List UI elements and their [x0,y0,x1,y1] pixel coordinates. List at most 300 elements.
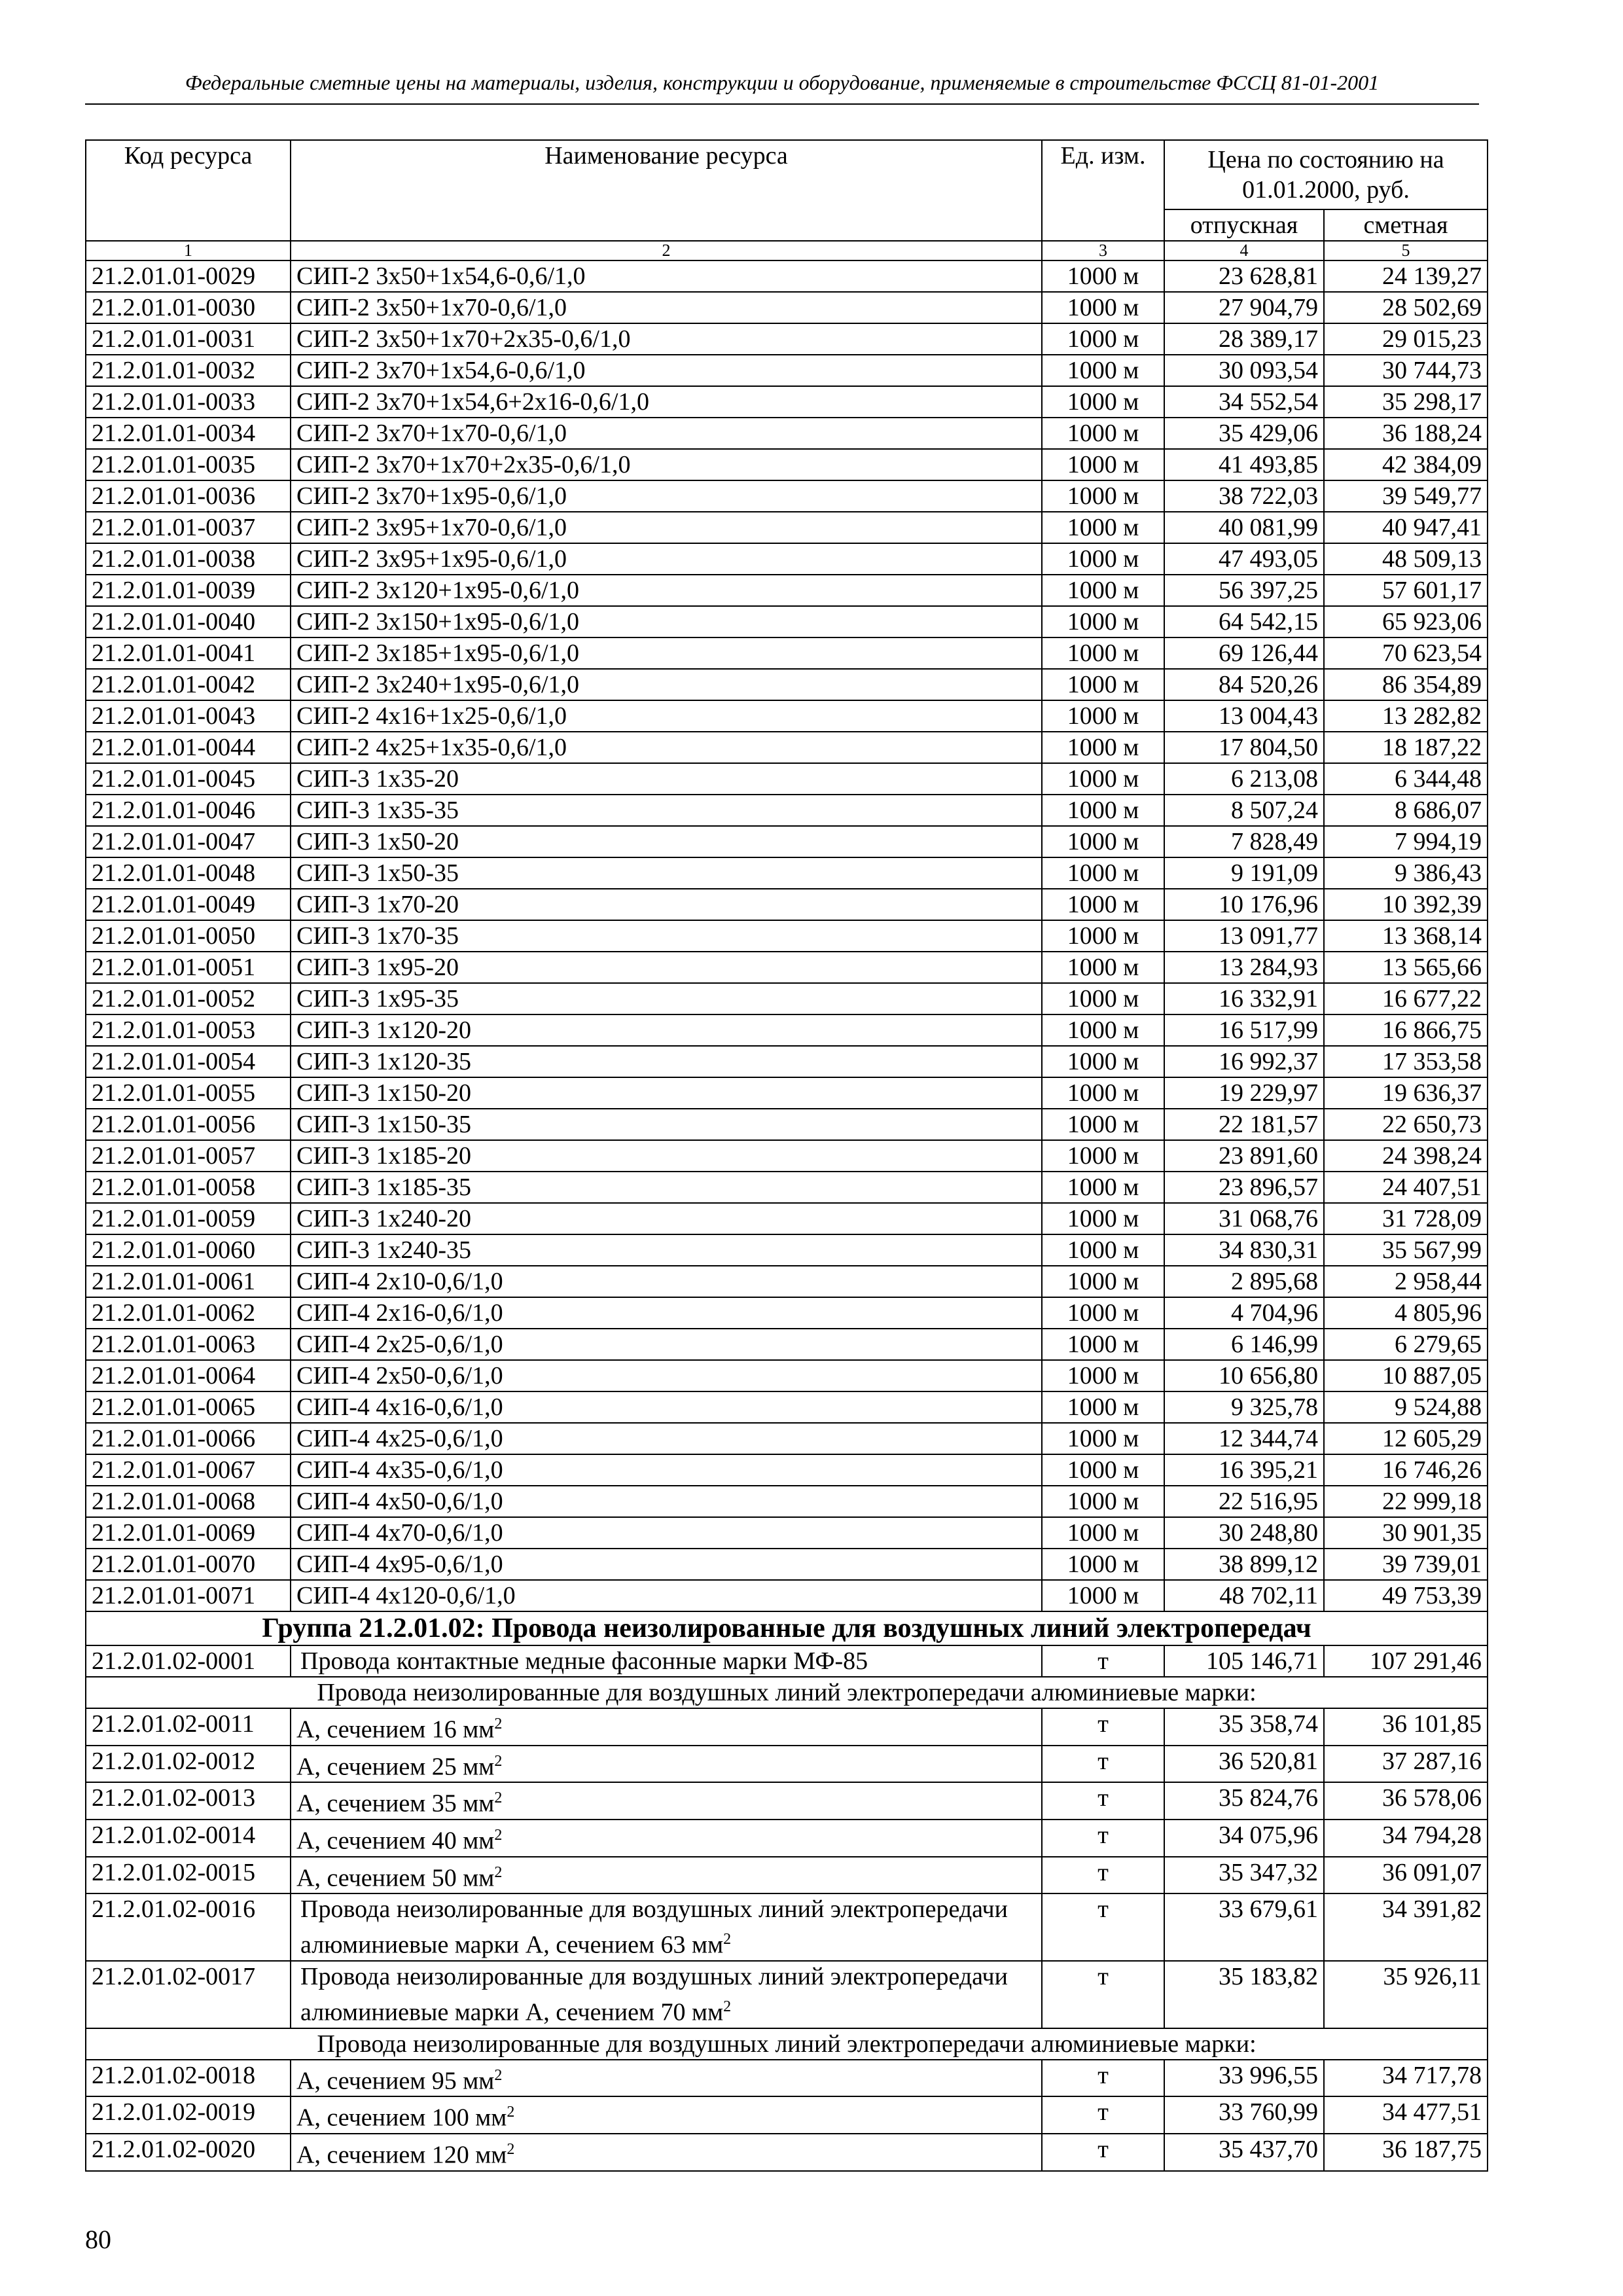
subheading: Провода неизолированные для воздушных линий электропередачи алюминиевые марки: [86,2028,1488,2060]
cell-release: 13 004,43 [1164,700,1324,732]
cell-name: СИП-2 3х95+1х70-0,6/1,0 [291,512,1042,543]
cell-release: 23 891,60 [1164,1140,1324,1172]
table-row [86,2060,1488,2097]
cell-name: СИП-4 2х50-0,6/1,0 [291,1360,1042,1391]
cell-release: 4 704,96 [1164,1297,1324,1329]
table-row [86,732,1488,763]
cell-estimate: 6 344,48 [1324,763,1488,795]
cell-release: 35 347,32 [1164,1857,1324,1894]
table-row [86,637,1488,669]
cell-unit: 1000 м [1042,449,1164,480]
cell-code: 21.2.01.01-0059 [86,1203,291,1234]
cell-estimate: 7 994,19 [1324,826,1488,857]
cell-name: А, сечением 40 $мм^2$ [291,1820,1042,1857]
table-row [86,1360,1488,1391]
cell-code: 21.2.01.01-0040 [86,606,291,637]
cell-unit: 1000 м [1042,920,1164,952]
cell-name: СИП-3 1х185-35 [291,1172,1042,1203]
cell-unit: 1000 м [1042,543,1164,575]
superscript-2: 2 [494,2066,503,2084]
cell-estimate: 34 391,82 [1324,1893,1488,1961]
cell-release: 38 722,03 [1164,480,1324,512]
cell-code: 21.2.01.01-0064 [86,1360,291,1391]
cell-estimate: 36 091,07 [1324,1857,1488,1894]
cell-unit: 1000 м [1042,1360,1164,1391]
cell-estimate: 35 926,11 [1324,1961,1488,2028]
table-body-sip [86,260,1488,1611]
cell-estimate: 10 887,05 [1324,1360,1488,1391]
cell-estimate: 24 407,51 [1324,1172,1488,1203]
table-row [86,669,1488,700]
cell-unit: 1000 м [1042,1391,1164,1423]
group-row [86,1611,1488,1645]
cell-release: 33 679,61 [1164,1893,1324,1961]
cell-name: СИП-2 3х70+1х54,6-0,6/1,0 [291,355,1042,386]
cell-code: 21.2.01.01-0039 [86,575,291,606]
table-row [86,857,1488,889]
cell-code: 21.2.01.01-0032 [86,355,291,386]
cell-name: СИП-4 2х16-0,6/1,0 [291,1297,1042,1329]
cell-name: СИП-2 4х16+1х25-0,6/1,0 [291,700,1042,732]
cell-unit: 1000 м [1042,1329,1164,1360]
cell-code: 21.2.01.02-0011 [86,1708,291,1746]
table-row [86,889,1488,920]
cell-release: 6 213,08 [1164,763,1324,795]
cell-name: СИП-2 3х70+1х54,6+2х16-0,6/1,0 [291,386,1042,418]
cell-unit: 1000 м [1042,983,1164,1014]
cell-estimate: 34 717,78 [1324,2060,1488,2097]
cell-estimate: 22 650,73 [1324,1109,1488,1140]
cell-unit: 1000 м [1042,575,1164,606]
cell-code: 21.2.01.01-0045 [86,763,291,795]
col-num: 2 [291,241,1042,260]
cell-name: СИП-2 3х70+1х70-0,6/1,0 [291,418,1042,449]
cell-code: 21.2.01.01-0055 [86,1077,291,1109]
cell-estimate: 6 279,65 [1324,1329,1488,1360]
cell-unit: 1000 м [1042,386,1164,418]
table-row [86,1782,1488,1820]
table-row [86,1517,1488,1549]
cell-estimate: 30 744,73 [1324,355,1488,386]
table-body-al-long [86,1893,1488,2028]
cell-code: 21.2.01.01-0052 [86,983,291,1014]
cell-name: Провода неизолированные для воздушных линий электропередачи алюминиевые марки А, сечением 70 $мм^2$ [291,1961,1042,2028]
cell-name: СИП-4 4х35-0,6/1,0 [291,1454,1042,1486]
cell-release: 8 507,24 [1164,795,1324,826]
cell-unit: 1000 м [1042,1046,1164,1077]
subheading-row [86,1677,1488,1708]
table-row [86,386,1488,418]
cell-release: 7 828,49 [1164,826,1324,857]
col-header-estimate: сметная [1324,209,1488,241]
cell-release: 48 702,11 [1164,1580,1324,1611]
cell-unit: 1000 м [1042,1203,1164,1234]
cell-unit: 1000 м [1042,732,1164,763]
cell-name: СИП-4 4х50-0,6/1,0 [291,1486,1042,1517]
cell-estimate: 65 923,06 [1324,606,1488,637]
cell-name: СИП-3 1х35-20 [291,763,1042,795]
table-row [86,920,1488,952]
cell-estimate: 42 384,09 [1324,449,1488,480]
cell-code: 21.2.01.01-0070 [86,1549,291,1580]
cell-estimate: 17 353,58 [1324,1046,1488,1077]
cell-estimate: 39 549,77 [1324,480,1488,512]
subheading-row [86,2028,1488,2060]
cell-name: СИП-2 4х25+1х35-0,6/1,0 [291,732,1042,763]
cell-estimate: 4 805,96 [1324,1297,1488,1329]
table-row [86,2134,1488,2171]
cell-release: 10 656,80 [1164,1360,1324,1391]
cell-estimate: 107 291,46 [1324,1645,1488,1677]
cell-unit: 1000 м [1042,1297,1164,1329]
cell-name: СИП-2 3х150+1х95-0,6/1,0 [291,606,1042,637]
cell-unit: т [1042,1746,1164,1783]
cell-name: СИП-2 3х240+1х95-0,6/1,0 [291,669,1042,700]
cell-code: 21.2.01.01-0042 [86,669,291,700]
cell-code: 21.2.01.01-0062 [86,1297,291,1329]
cell-estimate: 22 999,18 [1324,1486,1488,1517]
superscript-2: 2 [494,1789,503,1807]
cell-code: 21.2.01.01-0046 [86,795,291,826]
cell-code: 21.2.01.01-0058 [86,1172,291,1203]
table-row [86,1203,1488,1234]
cell-release: 16 517,99 [1164,1014,1324,1046]
table-row [86,795,1488,826]
cell-estimate: 31 728,09 [1324,1203,1488,1234]
table-row [86,260,1488,292]
cell-release: 34 552,54 [1164,386,1324,418]
cell-estimate: 49 753,39 [1324,1580,1488,1611]
cell-release: 35 437,70 [1164,2134,1324,2171]
cell-code: 21.2.01.01-0063 [86,1329,291,1360]
table-row [86,1329,1488,1360]
cell-code: 21.2.01.01-0061 [86,1266,291,1297]
cell-unit: 1000 м [1042,1486,1164,1517]
cell-estimate: 16 746,26 [1324,1454,1488,1486]
cell-unit: 1000 м [1042,700,1164,732]
table-body-al-2 [86,2060,1488,2171]
cell-name: СИП-3 1х70-35 [291,920,1042,952]
cell-code: 21.2.01.01-0035 [86,449,291,480]
cell-unit: 1000 м [1042,857,1164,889]
cell-release: 28 389,17 [1164,323,1324,355]
cell-code: 21.2.01.01-0048 [86,857,291,889]
cell-code: 21.2.01.01-0029 [86,260,291,292]
cell-release: 10 176,96 [1164,889,1324,920]
cell-unit: 1000 м [1042,1517,1164,1549]
cell-estimate: 39 739,01 [1324,1549,1488,1580]
table-row [86,1708,1488,1746]
cell-estimate: 57 601,17 [1324,575,1488,606]
superscript-2: 2 [494,1752,503,1770]
table-row [86,1234,1488,1266]
cell-name: А, сечением 120 $мм^2$ [291,2134,1042,2171]
cell-estimate: 37 287,16 [1324,1746,1488,1783]
cell-name: А, сечением 95 $мм^2$ [291,2060,1042,2097]
cell-code: 21.2.01.02-0019 [86,2096,291,2134]
cell-release: 2 895,68 [1164,1266,1324,1297]
col-num: 4 [1164,241,1324,260]
cell-name: СИП-2 3х50+1х70-0,6/1,0 [291,292,1042,323]
table-body-group [86,1611,1488,1708]
cell-release: 9 325,78 [1164,1391,1324,1423]
cell-unit: 1000 м [1042,1014,1164,1046]
cell-unit: т [1042,1820,1164,1857]
cell-code: 21.2.01.01-0030 [86,292,291,323]
cell-unit: 1000 м [1042,1109,1164,1140]
cell-code: 21.2.01.01-0065 [86,1391,291,1423]
cell-name: СИП-4 4х120-0,6/1,0 [291,1580,1042,1611]
cell-name: А, сечением 35 $мм^2$ [291,1782,1042,1820]
superscript-2: 2 [507,2104,515,2121]
cell-name: А, сечением 100 $мм^2$ [291,2096,1042,2134]
cell-unit: 1000 м [1042,418,1164,449]
cell-code: 21.2.01.01-0057 [86,1140,291,1172]
cell-name: СИП-4 4х25-0,6/1,0 [291,1423,1042,1454]
page-number: 80 [85,2225,111,2254]
cell-estimate: 35 298,17 [1324,386,1488,418]
table-row [86,449,1488,480]
cell-release: 23 628,81 [1164,260,1324,292]
running-header: Федеральные сметные цены на материалы, изделия, конструкции и оборудование, применяемые в строительстве ФССЦ 81-01-2001 [185,71,1380,94]
cell-release: 69 126,44 [1164,637,1324,669]
cell-name: А, сечением 16 $мм^2$ [291,1708,1042,1746]
cell-name: А, сечением 50 $мм^2$ [291,1857,1042,1894]
cell-name: СИП-2 3х50+1х54,6-0,6/1,0 [291,260,1042,292]
cell-name: СИП-3 1х185-20 [291,1140,1042,1172]
col-header-code: Код ресурса [86,140,291,241]
table-row [86,355,1488,386]
cell-unit: 1000 м [1042,292,1164,323]
cell-release: 33 996,55 [1164,2060,1324,2097]
cell-unit: т [1042,1782,1164,1820]
cell-unit: т [1042,1708,1164,1746]
cell-name: СИП-3 1х120-35 [291,1046,1042,1077]
table-row [86,575,1488,606]
table-row [86,512,1488,543]
cell-unit: 1000 м [1042,1580,1164,1611]
cell-release: 105 146,71 [1164,1645,1324,1677]
cell-estimate: 2 958,44 [1324,1266,1488,1297]
cell-code: 21.2.01.01-0034 [86,418,291,449]
header-rule [85,103,1479,105]
group-title: Группа 21.2.01.02: Провода неизолированные для воздушных линий электропередач [86,1611,1488,1645]
cell-release: 16 992,37 [1164,1046,1324,1077]
cell-release: 30 093,54 [1164,355,1324,386]
cell-name: СИП-2 3х70+1х70+2х35-0,6/1,0 [291,449,1042,480]
cell-code: 21.2.01.01-0056 [86,1109,291,1140]
cell-name: СИП-4 2х10-0,6/1,0 [291,1266,1042,1297]
cell-code: 21.2.01.02-0014 [86,1820,291,1857]
cell-unit: 1000 м [1042,952,1164,983]
cell-estimate: 8 686,07 [1324,795,1488,826]
cell-release: 23 896,57 [1164,1172,1324,1203]
table-row [86,418,1488,449]
cell-estimate: 30 901,35 [1324,1517,1488,1549]
table-row [86,1014,1488,1046]
cell-name: СИП-3 1х70-20 [291,889,1042,920]
cell-estimate: 28 502,69 [1324,292,1488,323]
cell-release: 35 824,76 [1164,1782,1324,1820]
cell-unit: т [1042,1961,1164,2028]
superscript-2: 2 [723,1998,732,2015]
table-row [86,1140,1488,1172]
table-row [86,1046,1488,1077]
cell-code: 21.2.01.01-0037 [86,512,291,543]
cell-name: СИП-2 3х95+1х95-0,6/1,0 [291,543,1042,575]
cell-name: СИП-2 3х120+1х95-0,6/1,0 [291,575,1042,606]
cell-release: 9 191,09 [1164,857,1324,889]
cell-estimate: 36 187,75 [1324,2134,1488,2171]
cell-code: 21.2.01.02-0018 [86,2060,291,2097]
cell-code: 21.2.01.01-0071 [86,1580,291,1611]
table-body-al-1 [86,1708,1488,1893]
cell-unit: 1000 м [1042,795,1164,826]
cell-name: СИП-3 1х95-20 [291,952,1042,983]
superscript-2: 2 [494,1715,503,1732]
cell-release: 33 760,99 [1164,2096,1324,2134]
cell-code: 21.2.01.01-0050 [86,920,291,952]
cell-unit: 1000 м [1042,355,1164,386]
col-num: 3 [1042,241,1164,260]
cell-unit: 1000 м [1042,1454,1164,1486]
cell-unit: т [1042,2134,1164,2171]
table-row [86,700,1488,732]
cell-release: 84 520,26 [1164,669,1324,700]
cell-estimate: 34 794,28 [1324,1820,1488,1857]
cell-name: СИП-2 3х70+1х95-0,6/1,0 [291,480,1042,512]
cell-estimate: 9 386,43 [1324,857,1488,889]
cell-name: СИП-2 3х185+1х95-0,6/1,0 [291,637,1042,669]
cell-estimate: 19 636,37 [1324,1077,1488,1109]
price-table [85,139,1488,2172]
table-row [86,1961,1488,2028]
table-row [86,1893,1488,1961]
superscript-2: 2 [507,2140,515,2158]
col-num: 1 [86,241,291,260]
table-row [86,1109,1488,1140]
cell-code: 21.2.01.01-0044 [86,732,291,763]
cell-name: СИП-3 1х120-20 [291,1014,1042,1046]
cell-release: 47 493,05 [1164,543,1324,575]
cell-code: 21.2.01.01-0053 [86,1014,291,1046]
cell-release: 41 493,85 [1164,449,1324,480]
cell-name: СИП-3 1х95-35 [291,983,1042,1014]
cell-code: 21.2.01.01-0051 [86,952,291,983]
cell-estimate: 9 524,88 [1324,1391,1488,1423]
cell-estimate: 36 578,06 [1324,1782,1488,1820]
cell-unit: 1000 м [1042,763,1164,795]
cell-release: 13 284,93 [1164,952,1324,983]
cell-code: 21.2.01.01-0031 [86,323,291,355]
cell-estimate: 12 605,29 [1324,1423,1488,1454]
cell-release: 30 248,80 [1164,1517,1324,1549]
cell-estimate: 10 392,39 [1324,889,1488,920]
cell-release: 34 075,96 [1164,1820,1324,1857]
cell-code: 21.2.01.02-0016 [86,1893,291,1961]
cell-unit: т [1042,2060,1164,2097]
cell-unit: 1000 м [1042,826,1164,857]
table-body-subhead-2 [86,2028,1488,2060]
cell-code: 21.2.01.01-0036 [86,480,291,512]
cell-release: 64 542,15 [1164,606,1324,637]
cell-unit: 1000 м [1042,606,1164,637]
table-row [86,2096,1488,2134]
cell-unit: 1000 м [1042,480,1164,512]
table-row [86,1391,1488,1423]
cell-code: 21.2.01.01-0068 [86,1486,291,1517]
cell-estimate: 13 368,14 [1324,920,1488,952]
cell-unit: 1000 м [1042,1549,1164,1580]
cell-name: СИП-3 1х240-20 [291,1203,1042,1234]
table-row [86,1645,1488,1677]
cell-unit: 1000 м [1042,1266,1164,1297]
cell-estimate: 18 187,22 [1324,732,1488,763]
cell-name: Провода неизолированные для воздушных линий электропередачи алюминиевые марки А, сечением 63 $мм^2$ [291,1893,1042,1961]
cell-estimate: 35 567,99 [1324,1234,1488,1266]
cell-code: 21.2.01.02-0012 [86,1746,291,1783]
cell-estimate: 40 947,41 [1324,512,1488,543]
cell-unit: т [1042,1645,1164,1677]
cell-release: 6 146,99 [1164,1329,1324,1360]
cell-name: СИП-3 1х240-35 [291,1234,1042,1266]
cell-code: 21.2.01.01-0047 [86,826,291,857]
cell-name: СИП-3 1х150-35 [291,1109,1042,1140]
cell-name: СИП-2 3х50+1х70+2х35-0,6/1,0 [291,323,1042,355]
cell-unit: 1000 м [1042,260,1164,292]
cell-code: 21.2.01.01-0060 [86,1234,291,1266]
table-row [86,292,1488,323]
cell-name: СИП-4 2х25-0,6/1,0 [291,1329,1042,1360]
cell-estimate: 24 139,27 [1324,260,1488,292]
cell-unit: 1000 м [1042,1172,1164,1203]
cell-estimate: 16 866,75 [1324,1014,1488,1046]
cell-release: 16 332,91 [1164,983,1324,1014]
cell-estimate: 34 477,51 [1324,2096,1488,2134]
col-num: 5 [1324,241,1488,260]
cell-name: СИП-4 4х70-0,6/1,0 [291,1517,1042,1549]
cell-unit: т [1042,2096,1164,2134]
cell-release: 12 344,74 [1164,1423,1324,1454]
cell-estimate: 24 398,24 [1324,1140,1488,1172]
subheading: Провода неизолированные для воздушных линий электропередачи алюминиевые марки: [86,1677,1488,1708]
table-row [86,323,1488,355]
cell-estimate: 16 677,22 [1324,983,1488,1014]
cell-release: 17 804,50 [1164,732,1324,763]
cell-code: 21.2.01.01-0043 [86,700,291,732]
cell-release: 35 358,74 [1164,1708,1324,1746]
cell-code: 21.2.01.01-0038 [86,543,291,575]
table-row [86,1423,1488,1454]
cell-code: 21.2.01.01-0066 [86,1423,291,1454]
cell-unit: т [1042,1893,1164,1961]
table-row [86,1857,1488,1894]
cell-estimate: 13 565,66 [1324,952,1488,983]
col-header-release: отпускная [1164,209,1324,241]
cell-release: 13 091,77 [1164,920,1324,952]
cell-code: 21.2.01.02-0017 [86,1961,291,2028]
cell-code: 21.2.01.01-0054 [86,1046,291,1077]
table-row [86,1266,1488,1297]
cell-name: А, сечением 25 $мм^2$ [291,1746,1042,1783]
superscript-2: 2 [494,1826,503,1844]
table-row [86,1297,1488,1329]
cell-release: 35 183,82 [1164,1961,1324,2028]
superscript-2: 2 [723,1931,732,1948]
cell-code: 21.2.01.01-0041 [86,637,291,669]
cell-release: 31 068,76 [1164,1203,1324,1234]
table-row [86,1486,1488,1517]
